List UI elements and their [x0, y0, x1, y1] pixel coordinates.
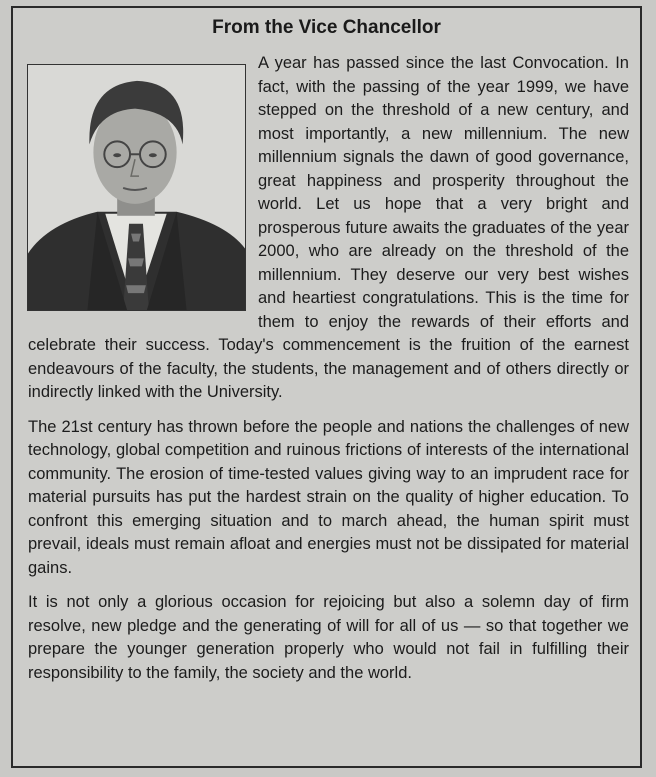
- paragraph-3: It is not only a glorious occasion for rejoicing but also a solemn day of firm resolve, new pledge and the generating of will for all of us — so that together we prepare the younger generation properly who would not fail in fulfilling their responsibility to the family, the society and the world.: [28, 593, 629, 682]
- vice-chancellor-photo: [27, 64, 246, 311]
- article-body: [28, 52, 629, 685]
- paragraph-1-text: A year has passed since the last Convocation. In fact, with the passing of the year 1999, we have stepped on the threshold of a new century, and most importantly, a new millennium. The new millennium signals the dawn of good governance, great happiness and prosperity throughout the world. Let us hope that a very bright and prosperous future awaits the graduates of the year 2000, who are already on the threshold of the millennium. They deserve our very best wishes and heartiest congratulations. This is the time for them to enjoy the rewards of their efforts and celebrate their success. Today's commencement is the fruition of the earnest endeavours of the faculty, the students, the management and of others directly or indirectly linked with the University.: [28, 54, 629, 401]
- paragraph-1: [28, 52, 629, 405]
- paragraph-2: The 21st century has thrown before the people and nations the challenges of new technology, global competition and ruinous frictions of interests of the international community. The erosion of time-tested values giving way to an imprudent race for material pursuits has put the hardest strain on the quality of higher education. To confront this emerging situation and to march ahead, the human spirit must prevail, ideals must remain afloat and energies must not be dissipated for material gains.: [28, 417, 629, 577]
- article-box: [11, 6, 642, 768]
- article-title: From the Vice Chancellor: [212, 17, 441, 38]
